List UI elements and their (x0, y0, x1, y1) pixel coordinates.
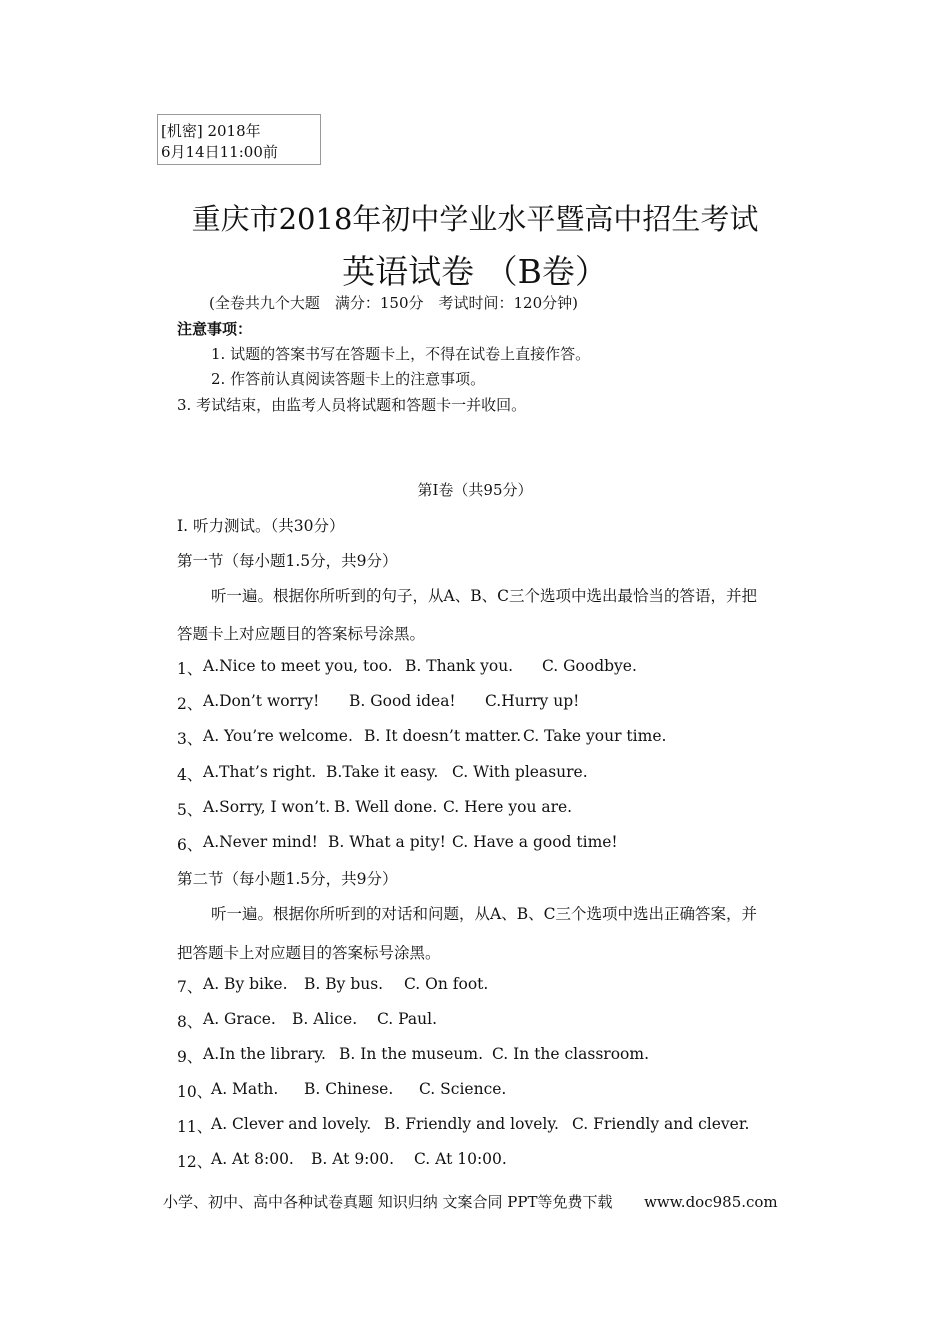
question-number: 8、 (177, 1013, 203, 1031)
question-row (177, 833, 877, 855)
option-c: C. Goodbye. (542, 657, 637, 675)
option-b: B. By bus. (304, 975, 384, 993)
option-a: A.In the library. (203, 1045, 326, 1063)
instructions-1-line-1: 听一遍。根据你所听到的句子，从A、B、C三个选项中选出最恰当的答语，并把 (211, 587, 757, 605)
footer (163, 1191, 778, 1212)
option-c: C. At 10:00. (414, 1150, 507, 1168)
option-c: C. On foot. (404, 975, 489, 993)
question-number: 7、 (177, 978, 203, 996)
question-row (177, 1115, 877, 1137)
question-row (177, 975, 877, 997)
option-c: C. Friendly and clever. (572, 1115, 750, 1133)
note-item: 3. 考试结束，由监考人员将试题和答题卡一并收回。 (177, 396, 527, 414)
question-number: 10、 (177, 1083, 213, 1101)
option-b: B. Well done. (334, 798, 438, 816)
option-c: C. Science. (419, 1080, 507, 1098)
option-b: B. What a pity! (328, 833, 446, 851)
subsection-1-title: 第一节（每小题1.5分，共9分） (177, 552, 398, 570)
option-b: B. It doesn’t matter. (364, 727, 522, 745)
question-number: 6、 (177, 836, 203, 854)
question-row (177, 1150, 877, 1172)
option-b: B. In the museum. (339, 1045, 484, 1063)
question-row (177, 1080, 877, 1102)
option-a: A.That’s right. (203, 763, 317, 781)
question-number: 2、 (177, 695, 203, 713)
confidential-box (157, 114, 321, 165)
confidential-line-1: [机密] 2018年 (161, 122, 261, 140)
option-a: A. By bike. (203, 975, 288, 993)
question-row (177, 763, 877, 785)
option-c: C. Paul. (377, 1010, 438, 1028)
note-item: 2. 作答前认真阅读答题卡上的注意事项。 (211, 370, 486, 388)
option-b: B. Good idea! (349, 692, 456, 710)
option-b: B. Thank you. (405, 657, 514, 675)
option-a: A. At 8:00. (211, 1150, 294, 1168)
question-row (177, 692, 877, 714)
exam-title: 重庆市2018年初中学业水平暨高中招生考试 (191, 202, 759, 236)
question-number: 5、 (177, 801, 203, 819)
option-c: C.Hurry up! (485, 692, 580, 710)
question-row (177, 798, 877, 820)
question-row (177, 1010, 877, 1032)
subsection-2-title: 第二节（每小题1.5分，共9分） (177, 870, 398, 888)
option-a: A.Sorry, I won’t. (203, 798, 331, 816)
confidential-line-2: 6月14日11:00前 (161, 143, 278, 161)
option-a: A.Nice to meet you, too. (203, 657, 393, 675)
part-title: 第I卷（共95分） (417, 481, 533, 499)
option-c: C. Take your time. (523, 727, 667, 745)
question-number: 11、 (177, 1118, 213, 1136)
question-row (177, 1045, 877, 1067)
option-b: B.Take it easy. (326, 763, 439, 781)
footer-url: www.doc985.com (644, 1193, 778, 1211)
instructions-1-line-2: 答题卡上对应题目的答案标号涂黑。 (177, 625, 426, 643)
notes-heading: 注意事项： (177, 320, 253, 338)
option-b: B. Alice. (292, 1010, 358, 1028)
option-b: B. Friendly and lovely. (384, 1115, 559, 1133)
footer-text: 小学、初中、高中各种试卷真题 知识归纳 文案合同 PPT等免费下载 (163, 1193, 613, 1211)
option-a: A. Math. (211, 1080, 279, 1098)
option-a: A. Grace. (203, 1010, 276, 1028)
option-a: A. You’re welcome. (203, 727, 353, 745)
exam-info: (全卷共九个大题 满分：150分 考试时间：120分钟) (209, 294, 578, 312)
option-a: A. Clever and lovely. (211, 1115, 372, 1133)
question-row (177, 657, 877, 679)
option-c: C. Here you are. (443, 798, 573, 816)
instructions-2-line-2: 把答题卡上对应题目的答案标号涂黑。 (177, 944, 441, 962)
question-number: 12、 (177, 1153, 213, 1171)
instructions-2-line-1: 听一遍。根据你所听到的对话和问题，从A、B、C三个选项中选出正确答案，并 (211, 905, 757, 923)
option-b: B. At 9:00. (311, 1150, 395, 1168)
option-c: C. With pleasure. (452, 763, 588, 781)
question-number: 1、 (177, 660, 203, 678)
question-number: 9、 (177, 1048, 203, 1066)
option-c: C. Have a good time! (452, 833, 618, 851)
note-item: 1. 试题的答案书写在答题卡上，不得在试卷上直接作答。 (211, 345, 591, 363)
question-number: 4、 (177, 766, 203, 784)
option-a: A.Don’t worry! (203, 692, 320, 710)
question-number: 3、 (177, 730, 203, 748)
section-title: I. 听力测试。（共30分） (177, 517, 345, 535)
option-b: B. Chinese. (304, 1080, 394, 1098)
question-row (177, 727, 877, 749)
exam-subtitle: 英语试卷 （B卷） (342, 252, 608, 291)
option-a: A.Never mind! (203, 833, 318, 851)
option-c: C. In the classroom. (492, 1045, 649, 1063)
